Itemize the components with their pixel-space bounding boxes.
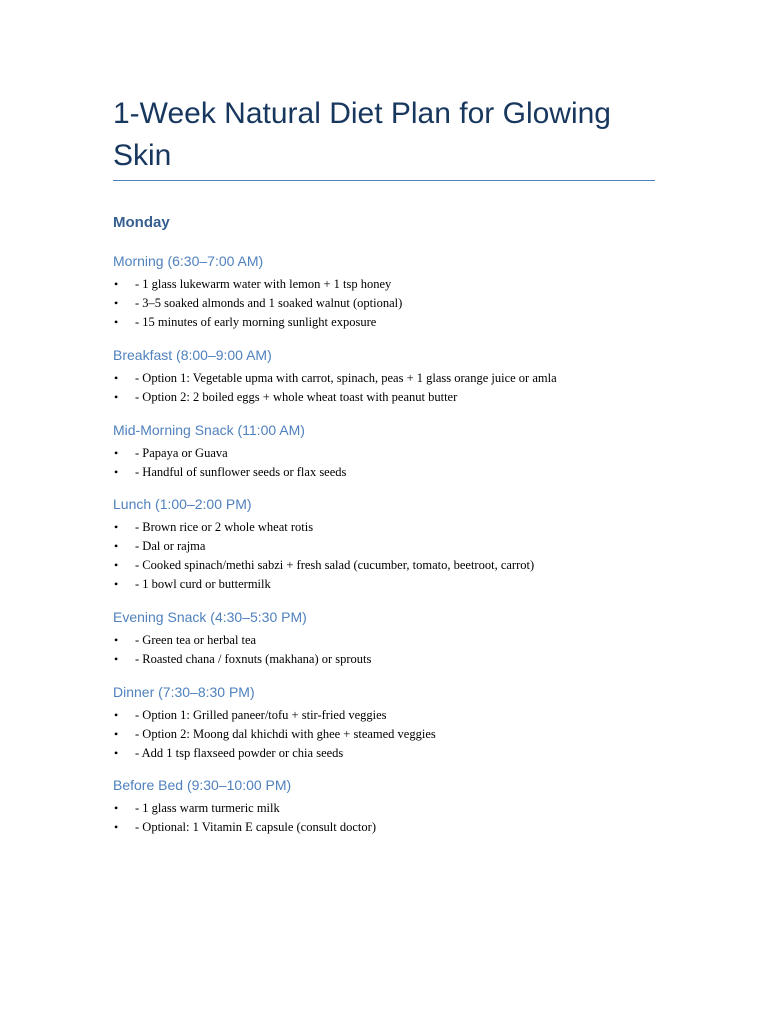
list-item <box>113 388 673 407</box>
list-item <box>113 444 673 463</box>
list-item <box>113 369 673 388</box>
item-text: - Handful of sunflower seeds or flax seeds <box>135 465 347 479</box>
section-before-bed <box>113 775 673 837</box>
list-item <box>113 706 673 725</box>
list-item <box>113 744 673 763</box>
section-heading: Evening Snack (4:30–5:30 PM) <box>113 609 307 625</box>
bullet-icon: • <box>114 520 119 534</box>
item-text: - Green tea or herbal tea <box>135 633 257 647</box>
bullet-icon: • <box>114 465 119 479</box>
item-list <box>113 706 673 763</box>
title-divider <box>113 180 655 181</box>
item-text: - Roasted chana / foxnuts (makhana) or sprouts <box>135 652 372 666</box>
list-item <box>113 725 673 744</box>
item-text: - Dal or rajma <box>135 539 206 553</box>
item-list <box>113 369 673 407</box>
item-text: - Option 1: Grilled paneer/tofu + stir-fried veggies <box>135 708 387 722</box>
bullet-icon: • <box>114 539 119 553</box>
item-text: - Brown rice or 2 whole wheat rotis <box>135 520 314 534</box>
list-item <box>113 275 673 294</box>
section-heading: Dinner (7:30–8:30 PM) <box>113 684 255 700</box>
item-text: - 15 minutes of early morning sunlight exposure <box>135 315 377 329</box>
section-heading: Morning (6:30–7:00 AM) <box>113 253 264 269</box>
bullet-icon: • <box>114 727 119 741</box>
item-list <box>113 275 673 332</box>
bullet-icon: • <box>114 390 119 404</box>
bullet-icon: • <box>114 746 119 760</box>
list-item <box>113 799 673 818</box>
section-morning <box>113 251 673 332</box>
item-text: - Option 2: 2 boiled eggs + whole wheat toast with peanut butter <box>135 390 458 404</box>
item-list <box>113 799 673 837</box>
section-dinner <box>113 682 673 763</box>
bullet-icon: • <box>114 371 119 385</box>
list-item <box>113 463 673 482</box>
section-heading: Before Bed (9:30–10:00 PM) <box>113 777 292 793</box>
item-text: - 1 bowl curd or buttermilk <box>135 577 271 591</box>
list-item <box>113 631 673 650</box>
list-item <box>113 313 673 332</box>
bullet-icon: • <box>114 296 119 310</box>
bullet-icon: • <box>114 820 119 834</box>
bullet-icon: • <box>114 708 119 722</box>
list-item <box>113 537 673 556</box>
bullet-icon: • <box>114 315 119 329</box>
section-evening-snack <box>113 607 673 669</box>
item-list <box>113 631 673 669</box>
section-heading: Breakfast (8:00–9:00 AM) <box>113 347 272 363</box>
list-item <box>113 650 673 669</box>
day-heading-monday: Monday <box>113 214 170 231</box>
item-text: - 3–5 soaked almonds and 1 soaked walnut (optional) <box>135 296 403 310</box>
list-item <box>113 575 673 594</box>
item-text: - 1 glass lukewarm water with lemon + 1 tsp honey <box>135 277 392 291</box>
item-text: - Option 1: Vegetable upma with carrot, spinach, peas + 1 glass orange juice or amla <box>135 371 557 385</box>
bullet-icon: • <box>114 652 119 666</box>
item-list <box>113 518 673 594</box>
list-item <box>113 518 673 537</box>
bullet-icon: • <box>114 446 119 460</box>
item-text: - Optional: 1 Vitamin E capsule (consult doctor) <box>135 820 376 834</box>
item-list <box>113 444 673 482</box>
item-text: - Add 1 tsp flaxseed powder or chia seeds <box>135 746 344 760</box>
section-mid-morning-snack <box>113 420 673 482</box>
list-item <box>113 294 673 313</box>
document-title: 1-Week Natural Diet Plan for Glowing Skin <box>113 97 611 172</box>
bullet-icon: • <box>114 577 119 591</box>
bullet-icon: • <box>114 277 119 291</box>
bullet-icon: • <box>114 801 119 815</box>
item-text: - 1 glass warm turmeric milk <box>135 801 280 815</box>
bullet-icon: • <box>114 633 119 647</box>
section-heading: Lunch (1:00–2:00 PM) <box>113 496 252 512</box>
list-item <box>113 556 673 575</box>
section-heading: Mid-Morning Snack (11:00 AM) <box>113 422 305 438</box>
item-text: - Option 2: Moong dal khichdi with ghee + steamed veggies <box>135 727 436 741</box>
bullet-icon: • <box>114 558 119 572</box>
item-text: - Cooked spinach/methi sabzi + fresh salad (cucumber, tomato, beetroot, carrot) <box>135 558 535 572</box>
list-item <box>113 818 673 837</box>
item-text: - Papaya or Guava <box>135 446 228 460</box>
section-lunch <box>113 494 673 594</box>
section-breakfast <box>113 345 673 407</box>
